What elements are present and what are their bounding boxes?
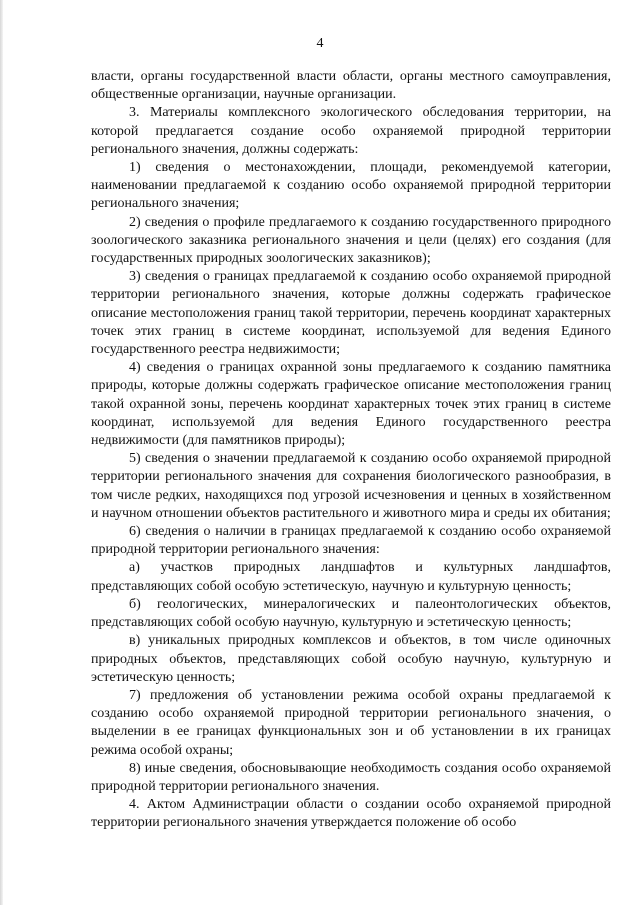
scan-edge-shadow [0,0,3,905]
paragraph-subitem-8: 8) иные сведения, обосновывающие необходимость создания особо охраняемой природной территории регионального значения. [91,760,611,794]
paragraph-subitem-6: 6) сведения о наличии в границах предлагаемой к созданию особо охраняемой природной территории регионального значения: [91,524,611,558]
paragraph-subitem-4: 4) сведения о границах охранной зоны предлагаемого к созданию памятника природы, которые должны содержать графическое описание местоположения границ такой охранной зоны, перечень координат характерных точек этих границ в системе координат, используемой для ведения Единого государственного реестра недвижимости (для памятников природы); [91,360,611,449]
paragraph-item-4: 4. Актом Администрации области о создании особо охраняемой природной территории регионального значения утверждается положение об особо [91,797,611,831]
paragraph-subitem-2: 2) сведения о профиле предлагаемого к созданию государственного природного зоологического заказника регионального значения и цели (целях) его создания (для государственных природных зоологических заказников); [91,214,611,267]
paragraph-continuation: власти, органы государственной власти области, органы местного самоуправления, общественные организации, научные организации. [91,69,611,103]
paragraph-subitem-6b: б) геологических, минералогических и палеонтологических объектов, представляющих собой особую научную, культурную и эстетическую ценность; [91,596,611,631]
page-number: 4 [316,36,324,51]
paragraph-subitem-6v: в) уникальных природных комплексов и объектов, в том числе одиночных природных объектов, представляющих собой особую научную, культурную и эстетическую ценность; [91,633,611,685]
paragraph-subitem-5: 5) сведения о значении предлагаемой к созданию особо охраняемой природной территории регионального значения для сохранения биологического разнообразия, в том числе редких, находящихся под угрозой исчезновения и ценных в хозяйственном и научном отношении объектов растительного и животного мира и среды их обитания; [91,451,611,521]
document-body [91,68,611,833]
paragraph-item-3: 3. Материалы комплексного экологического обследования территории, на которой предлагается создание особо охраняемой природной территории регионального значения, должны содержать: [91,105,611,157]
paragraph-subitem-3: 3) сведения о границах предлагаемой к созданию особо охраняемой природной территории регионального значения, которые должны содержать графическое описание местоположения границ такой территории, перечень координат характерных точек этих границ в системе координат, используемой для ведения Единого государственного реестра недвижимости; [91,269,611,358]
paragraph-subitem-1: 1) сведения о местонахождении, площади, рекомендуемой категории, наименовании предлагаемой к созданию особо охраняемой природной территории регионального значения; [91,160,611,212]
paragraph-subitem-6a: а) участков природных ландшафтов и культурных ландшафтов, представляющих собой особую эстетическую, научную и культурную ценность; [91,560,611,594]
paragraph-subitem-7: 7) предложения об установлении режима особой охраны предлагаемой к созданию особо охраняемой природной территории регионального значения, о выделении в ее границах функциональных зон и об установлении в их границах режима особой охраны; [91,687,611,758]
